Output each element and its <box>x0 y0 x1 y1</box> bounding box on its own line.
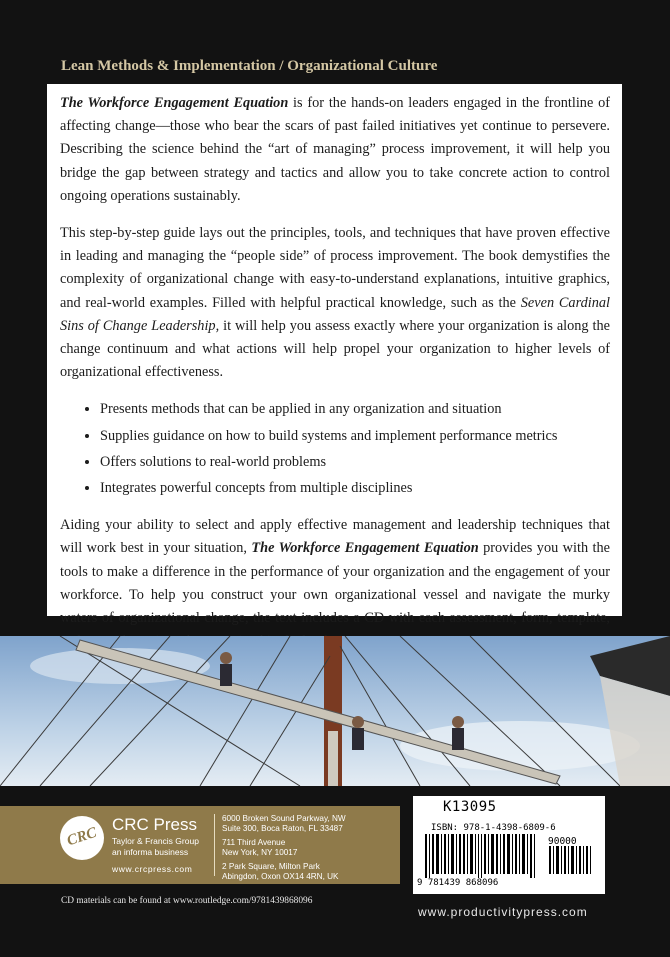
paragraph-text: Aiding your ability to select and apply effective management and leadership techniques that will work best in your situation, <box>60 517 610 557</box>
list-item: • Integrates powerful concepts from multiple disciplines <box>100 477 610 500</box>
book-title: The Workforce Engagement Equation <box>251 540 479 557</box>
address-line: 711 Third Avenue <box>222 838 286 847</box>
sailing-ship-photo <box>0 636 670 786</box>
paragraph-text: This step-by-step guide lays out the principles, tools, and techniques that have proven effective in leading and managing the “people side” of process improvement. The book demystifies the complexity of organizational change with easy-to-understand explanations, intuitive graphics, and real-world examples. Filled with helpful practical knowledge, such as the <box>60 225 610 311</box>
address-line: 2 Park Square, Milton Park <box>222 862 320 871</box>
crc-logo-text: CRC <box>65 824 99 850</box>
italic-phrase: Seven Cardinal Sins of Change Leadership, <box>60 294 611 334</box>
paragraph-text: is for the hands-on leaders engaged in the frontline of affecting change—those who bear the scars of past failed initiatives yet continue to persevere. Describing the science behind the “art of managing” process improvement, it will help you bridge the gap between strategy and tactics and allow you to take concrete action to control ongoing operations sustainably. <box>60 95 610 204</box>
address-line: New York, NY 10017 <box>222 848 298 857</box>
list-item: • Supplies guidance on how to build systems and implement performance metrics <box>100 425 610 448</box>
divider <box>214 814 215 876</box>
list-item: • Presents methods that can be applied in any organization and situation <box>100 398 610 421</box>
paragraph-text: it will help you assess exactly where your organization is along the change continuum and what actions will help propel your organization to higher levels of organizational effectiveness. <box>60 317 610 381</box>
group-name: Taylor & Francis Group <box>112 836 199 846</box>
publisher-name: CRC Press <box>112 815 198 834</box>
publisher-addresses <box>222 814 346 882</box>
feature-list <box>60 398 610 500</box>
description-paragraph-2 <box>60 222 610 384</box>
book-title: The Workforce Engagement Equation <box>60 95 289 111</box>
description-panel <box>47 84 622 627</box>
address-line: 6000 Broken Sound Parkway, NW <box>222 814 346 823</box>
price-code: 90000 <box>548 836 577 847</box>
publisher-url: www.crcpress.com <box>112 864 193 874</box>
isbn: ISBN: 978-1-4398-6809-6 <box>431 823 556 833</box>
list-item: • Offers solutions to real-world problems <box>100 451 610 474</box>
publisher-group <box>112 836 199 858</box>
address-line: Suite 300, Boca Raton, FL 33487 <box>222 824 343 833</box>
paragraph-text: provides you with the tools to make a difference in the performance of your organization and the engagement of your workforce. To help you construct your own organizational vessel and navigate the murky waters of organizational change, the text includes a CD with each assessment, form, template, <box>60 540 610 627</box>
description-paragraph-1 <box>60 92 610 208</box>
description-paragraph-3 <box>60 514 610 653</box>
barcode-digits: 9 781439 868096 <box>417 878 499 888</box>
website-url: www.productivitypress.com <box>418 905 588 919</box>
address-line: Abingdon, Oxon OX14 4RN, UK <box>222 872 339 881</box>
ship-rigging-image <box>0 636 670 786</box>
category-heading: Lean Methods & Implementation / Organizational Culture <box>61 58 438 74</box>
cd-materials-note: CD materials can be found at www.routledge.com/9781439868096 <box>61 896 313 906</box>
product-code: K13095 <box>443 799 497 815</box>
business-line: an informa business <box>112 847 189 857</box>
